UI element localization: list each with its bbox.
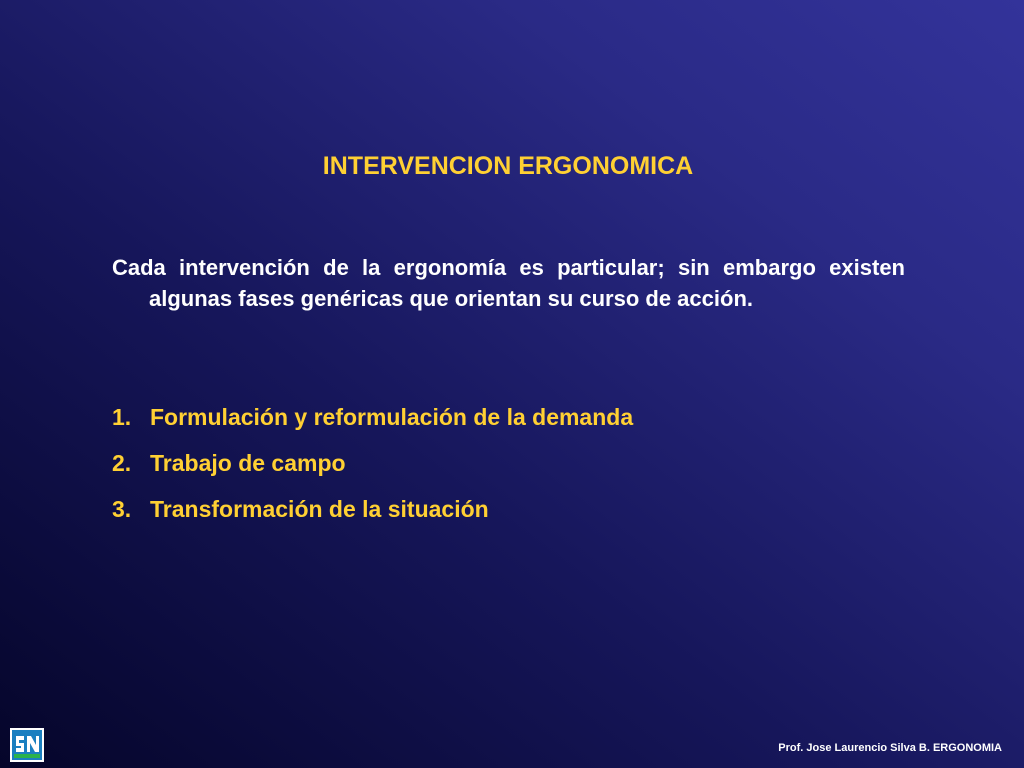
list-item-number: 3. — [112, 496, 132, 522]
list-item — [112, 404, 633, 450]
list-item-label: Formulación y reformulación de la demanda — [150, 404, 634, 430]
phases-list — [112, 404, 633, 542]
institution-logo-icon — [10, 728, 44, 762]
list-item-number: 2. — [112, 450, 132, 476]
list-item — [112, 450, 633, 496]
list-item-label: Transformación de la situación — [150, 496, 489, 522]
slide-title: INTERVENCION ERGONOMICA — [322, 152, 694, 180]
footer-credit: Prof. Jose Laurencio Silva B. ERGONOMIA — [778, 742, 1002, 754]
intro-paragraph: Cada intervención de la ergonomía es particular; sin embargo existen algunas fases genéricas que orientan su curso de acción. — [112, 255, 905, 311]
list-item — [112, 496, 633, 542]
list-item-label: Trabajo de campo — [150, 450, 346, 476]
list-item-number: 1. — [112, 404, 132, 430]
